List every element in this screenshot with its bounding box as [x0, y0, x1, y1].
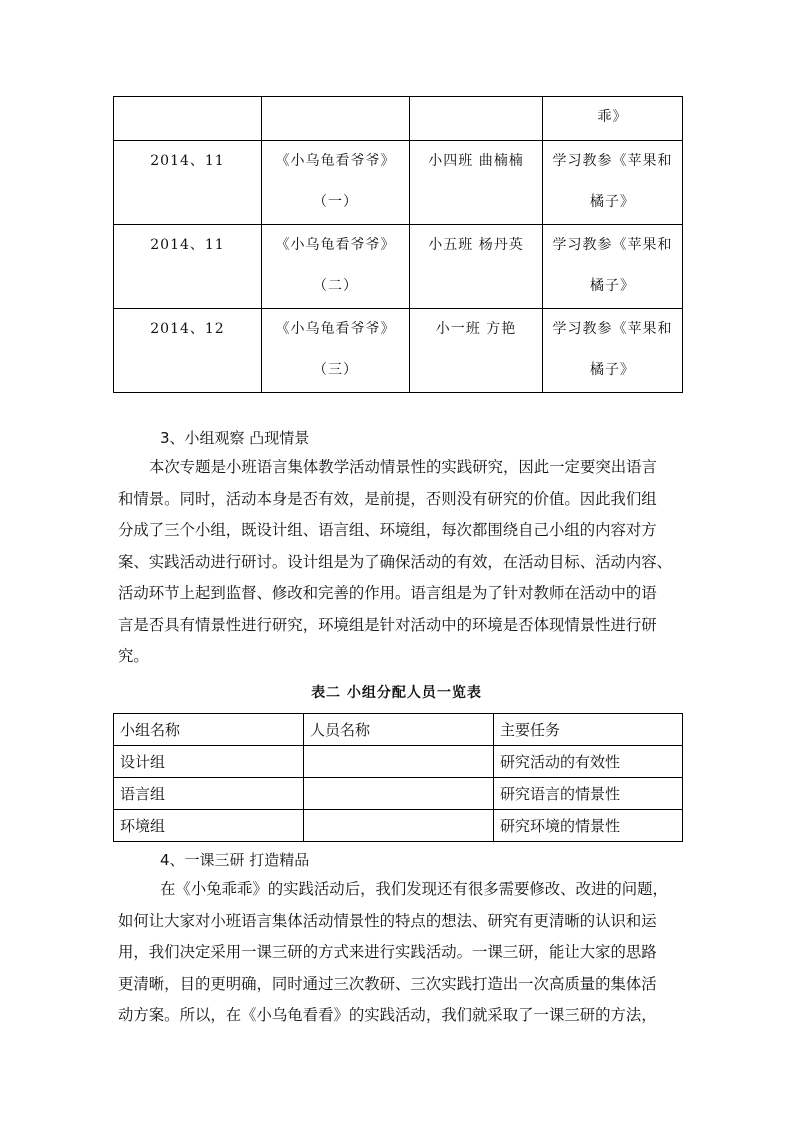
paragraph-line: 用，我们决定采用一课三研的方式来进行实践活动。一课三研，能让大家的思路	[118, 943, 657, 961]
table-row	[114, 225, 683, 309]
teacher-cell: 小四班 曲楠楠	[410, 141, 543, 225]
date-cell	[114, 97, 262, 141]
section-4-heading: 4、一课三研 打造精品	[160, 851, 310, 869]
table-row	[114, 97, 683, 141]
table-row	[114, 810, 683, 842]
section-4-paragraph	[118, 874, 684, 1032]
paragraph-line: 更清晰，目的更明确，同时通过三次教研、三次实践打造出一次高质量的集体活	[118, 974, 657, 993]
paragraph-line: 和情景。同时，活动本身是否有效，是前提，否则没有研究的价值。因此我们组	[118, 489, 657, 508]
paragraph-line: 在《小兔乖乖》的实践活动后，我们发现还有很多需要修改、改进的问题，	[160, 880, 668, 898]
task-cell: 研究语言的情景性	[494, 778, 683, 810]
activity-title-cell	[262, 97, 410, 141]
section-3-heading: 3、小组观察 凸现情景	[160, 429, 310, 447]
activity-schedule-table	[113, 96, 683, 393]
members-cell	[304, 746, 494, 778]
table-caption: 表二 小组分配人员一览表	[311, 685, 482, 701]
paragraph-line: 究。	[118, 647, 149, 665]
members-cell	[304, 810, 494, 842]
teacher-cell: 小一班 方艳	[410, 309, 543, 393]
teacher-cell: 小五班 杨丹英	[410, 225, 543, 309]
date-cell: 2014、11	[114, 141, 262, 225]
group-name-cell: 环境组	[114, 810, 304, 842]
group-name-cell: 设计组	[114, 746, 304, 778]
table-row	[114, 778, 683, 810]
task-cell: 研究环境的情景性	[494, 810, 683, 842]
task-cell: 研究活动的有效性	[494, 746, 683, 778]
column-header: 人员名称	[304, 714, 494, 746]
group-assignment-table	[113, 713, 683, 842]
section-3-paragraph	[118, 452, 684, 673]
paragraph-line: 案、实践活动进行研讨。设计组是为了确保活动的有效，在活动目标、活动内容、	[118, 552, 673, 571]
task-cell: 学习教参《苹果和 橘子》	[543, 141, 683, 225]
table-row	[114, 746, 683, 778]
activity-title-cell: 《小乌龟看爷爷》 （二）	[262, 225, 410, 309]
column-header: 主要任务	[494, 714, 683, 746]
task-cell: 学习教参《苹果和 橘子》	[543, 225, 683, 309]
paragraph-line: 分成了三个小组，既设计组、语言组、环境组，每次都围绕自己小组的内容对方	[118, 521, 657, 539]
paragraph-line: 动方案。所以，在《小乌龟看看》的实践活动，我们就采取了一课三研的方法，	[118, 1006, 657, 1024]
table-row	[114, 141, 683, 225]
task-cell: 乖》	[543, 97, 683, 141]
table-row	[114, 309, 683, 393]
paragraph-line: 本次专题是小班语言集体教学活动情景性的实践研究，因此一定要突出语言	[149, 458, 657, 476]
members-cell	[304, 778, 494, 810]
date-cell: 2014、11	[114, 225, 262, 309]
column-header: 小组名称	[114, 714, 304, 746]
group-name-cell: 语言组	[114, 778, 304, 810]
task-cell: 学习教参《苹果和 橘子》	[543, 309, 683, 393]
activity-title-cell: 《小乌龟看爷爷》 （一）	[262, 141, 410, 225]
paragraph-line: 活动环节上起到监督、修改和完善的作用。语言组是为了针对教师在活动中的语	[118, 584, 657, 602]
table-header-row	[114, 714, 683, 746]
activity-title-cell: 《小乌龟看爷爷》 （三）	[262, 309, 410, 393]
paragraph-line: 言是否具有情景性进行研究，环境组是针对活动中的环境是否体现情景性进行研	[118, 615, 657, 634]
paragraph-line: 如何让大家对小班语言集体活动情景性的特点的想法、研究有更清晰的认识和运	[118, 911, 657, 930]
date-cell: 2014、12	[114, 309, 262, 393]
teacher-cell	[410, 97, 543, 141]
